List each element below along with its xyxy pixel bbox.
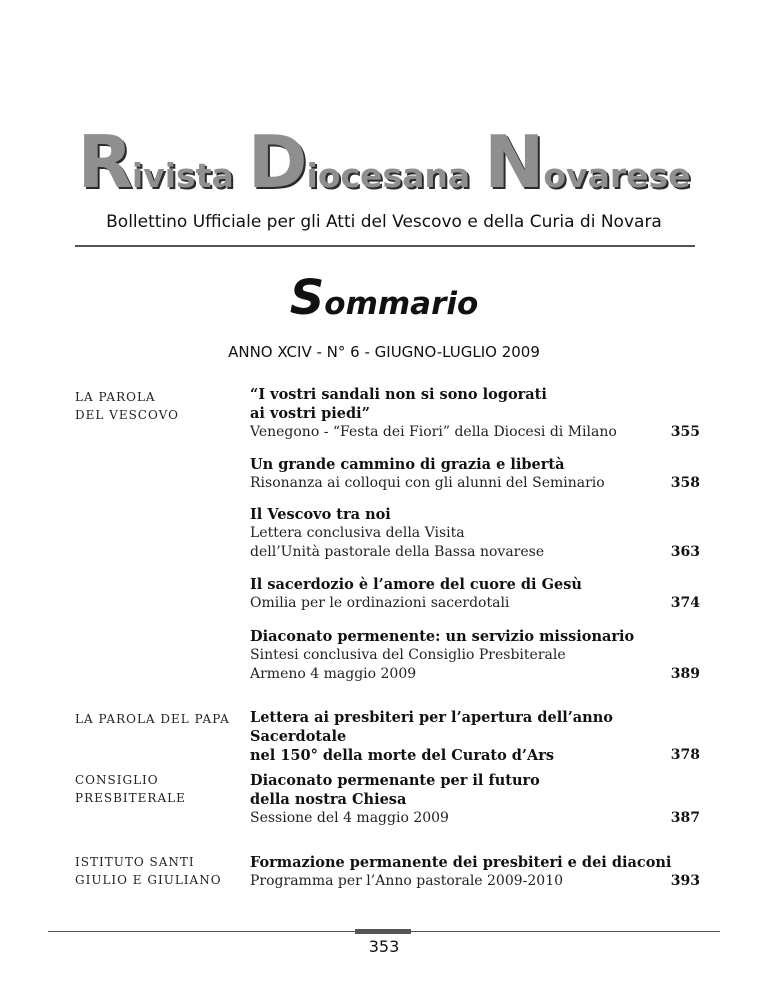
toc-entry[interactable] bbox=[250, 575, 700, 613]
footer-divider-accent bbox=[355, 929, 411, 934]
section-label-line: ISTITUTO SANTI bbox=[75, 855, 195, 869]
entry-title-line: della nostra Chiesa bbox=[250, 791, 407, 808]
toc-entry[interactable] bbox=[250, 505, 700, 562]
page-number: 353 bbox=[368, 937, 400, 956]
entry-description-line: Armeno 4 maggio 2009 bbox=[250, 666, 417, 682]
issue-info: ANNO XCIV - N° 6 - GIUGNO-LUGLIO 2009 bbox=[228, 343, 540, 361]
summary-heading-initial: S bbox=[289, 270, 325, 326]
entry-description-line: Lettera conclusiva della Visita bbox=[250, 525, 465, 541]
entry-page-number: 387 bbox=[670, 810, 700, 826]
title-initial-r: R bbox=[77, 120, 132, 204]
entry-page-number: 358 bbox=[670, 475, 700, 491]
toc-entry[interactable] bbox=[250, 385, 700, 442]
entry-description-line: Risonanza ai colloqui con gli alunni del Seminario bbox=[250, 475, 605, 491]
section-label-line: LA PAROLA DEL PAPA bbox=[75, 712, 230, 726]
title-word-rest-1: ivista bbox=[131, 156, 234, 195]
entry-description-line: Sintesi conclusiva del Consiglio Presbiterale bbox=[250, 647, 566, 663]
entry-page-number: 374 bbox=[670, 595, 700, 611]
entry-title-line: nel 150° della morte del Curato d’Ars bbox=[250, 747, 555, 764]
entry-title-line: Diaconato permenante per il futuro bbox=[250, 772, 540, 789]
section-label bbox=[75, 771, 235, 807]
title-initial-d: D bbox=[247, 120, 307, 204]
section-label-line: PRESBITERALE bbox=[75, 791, 186, 805]
title-initial-n: N bbox=[484, 120, 544, 204]
entry-title-line: Formazione permanente dei presbiteri e dei diaconi bbox=[250, 854, 672, 871]
entry-description-line: Omilia per le ordinazioni sacerdotali bbox=[250, 595, 510, 611]
entry-page-number: 378 bbox=[670, 747, 700, 763]
summary-heading-rest: ommario bbox=[324, 286, 479, 322]
title-word-rest-2: iocesana bbox=[306, 156, 471, 195]
title-word-rest-3: ovarese bbox=[543, 156, 691, 195]
toc-entry[interactable] bbox=[250, 771, 700, 828]
section-label-line: LA PAROLA bbox=[75, 390, 156, 404]
toc-entry[interactable] bbox=[250, 708, 700, 765]
entry-title-line: Diaconato permenente: un servizio missionario bbox=[250, 628, 635, 645]
entry-title-line: Il Vescovo tra noi bbox=[250, 506, 391, 523]
entry-page-number: 363 bbox=[670, 544, 700, 560]
summary-heading bbox=[0, 270, 768, 326]
section-label-line: DEL VESCOVO bbox=[75, 408, 179, 422]
masthead-subtitle: Bollettino Ufficiale per gli Atti del Vescovo e della Curia di Novara bbox=[106, 212, 662, 232]
entry-title-line: Un grande cammino di grazia e libertà bbox=[250, 456, 565, 473]
toc-entry[interactable] bbox=[250, 455, 700, 493]
section-label bbox=[75, 388, 235, 424]
entry-title-line: “I vostri sandali non si sono logorati bbox=[250, 386, 547, 403]
masthead-title bbox=[0, 120, 768, 204]
entry-description-line: Venegono - “Festa dei Fiori” della Diocesi di Milano bbox=[250, 424, 617, 440]
entry-title-line: Il sacerdozio è l’amore del cuore di Gesù bbox=[250, 576, 582, 593]
toc-entry[interactable] bbox=[250, 853, 700, 891]
section-label bbox=[75, 710, 235, 728]
entry-page-number: 389 bbox=[670, 666, 700, 682]
entry-title-line: Lettera ai presbiteri per l’apertura dell’anno Sacerdotale bbox=[250, 709, 613, 745]
entry-description-line: dell’Unità pastorale della Bassa novarese bbox=[250, 544, 545, 560]
header-divider bbox=[75, 245, 695, 247]
toc-entry[interactable] bbox=[250, 627, 700, 684]
entry-page-number: 393 bbox=[670, 873, 700, 889]
section-label-line: GIULIO E GIULIANO bbox=[75, 873, 222, 887]
entry-title-line: ai vostri piedi” bbox=[250, 405, 370, 422]
section-label bbox=[75, 853, 235, 889]
entry-page-number: 355 bbox=[670, 424, 700, 440]
entry-description-line: Programma per l’Anno pastorale 2009-2010 bbox=[250, 873, 564, 889]
entry-description-line: Sessione del 4 maggio 2009 bbox=[250, 810, 449, 826]
section-label-line: CONSIGLIO bbox=[75, 773, 159, 787]
